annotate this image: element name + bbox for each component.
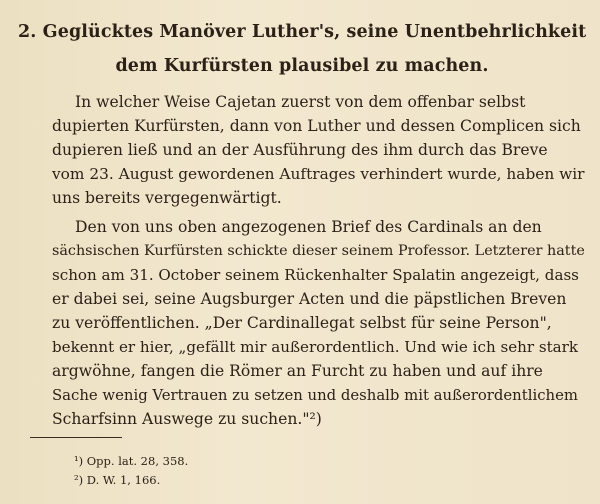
paragraph-line: schon am 31. October seinem Rückenhalter Spalatin angezeigt, dass <box>52 266 579 284</box>
section-heading-line-2: dem Kurfürsten plausibel zu machen. <box>115 56 489 76</box>
paragraph-line: dupieren ließ und an der Ausführung des ihm durch das Breve <box>52 141 548 159</box>
footnote-2: ²) D. W. 1, 166. <box>74 473 161 487</box>
paragraph-line: Den von uns oben angezogenen Brief des Cardinals an den <box>75 218 542 236</box>
footnote-1: ¹) Opp. lat. 28, 358. <box>74 454 189 468</box>
paragraph-line: Sache wenig Vertrauen zu setzen und deshalb mit außerordentlichem <box>52 386 578 404</box>
paragraph-line: dupierten Kurfürsten, dann von Luther und dessen Complicen sich <box>52 117 581 135</box>
paragraph-line: zu veröffentlichen. „Der Cardinallegat selbst für seine Person", <box>52 314 552 332</box>
footnote-divider <box>30 437 122 438</box>
paragraph-line: bekennt er hier, „gefällt mir außerordentlich. Und wie ich sehr stark <box>52 338 579 356</box>
paragraph-line: sächsischen Kurfürsten schickte dieser seinem Professor. Letzterer hatte <box>52 243 585 259</box>
paragraph-line: Scharfsinn Auswege zu suchen."²) <box>52 410 322 428</box>
paragraph-line: uns bereits vergegenwärtigt. <box>52 189 282 207</box>
paragraph-line: argwöhne, fangen die Römer an Furcht zu haben und auf ihre <box>52 362 543 380</box>
section-heading-line-1: 2. Geglücktes Manöver Luther's, seine Unentbehrlichkeit <box>18 22 587 42</box>
paragraph-line: er dabei sei, seine Augsburger Acten und die päpstlichen Breven <box>52 290 567 308</box>
paragraph-line: In welcher Weise Cajetan zuerst von dem offenbar selbst <box>75 93 526 111</box>
paragraph-line: vom 23. August gewordenen Auftrages verhindert wurde, haben wir <box>52 165 585 183</box>
